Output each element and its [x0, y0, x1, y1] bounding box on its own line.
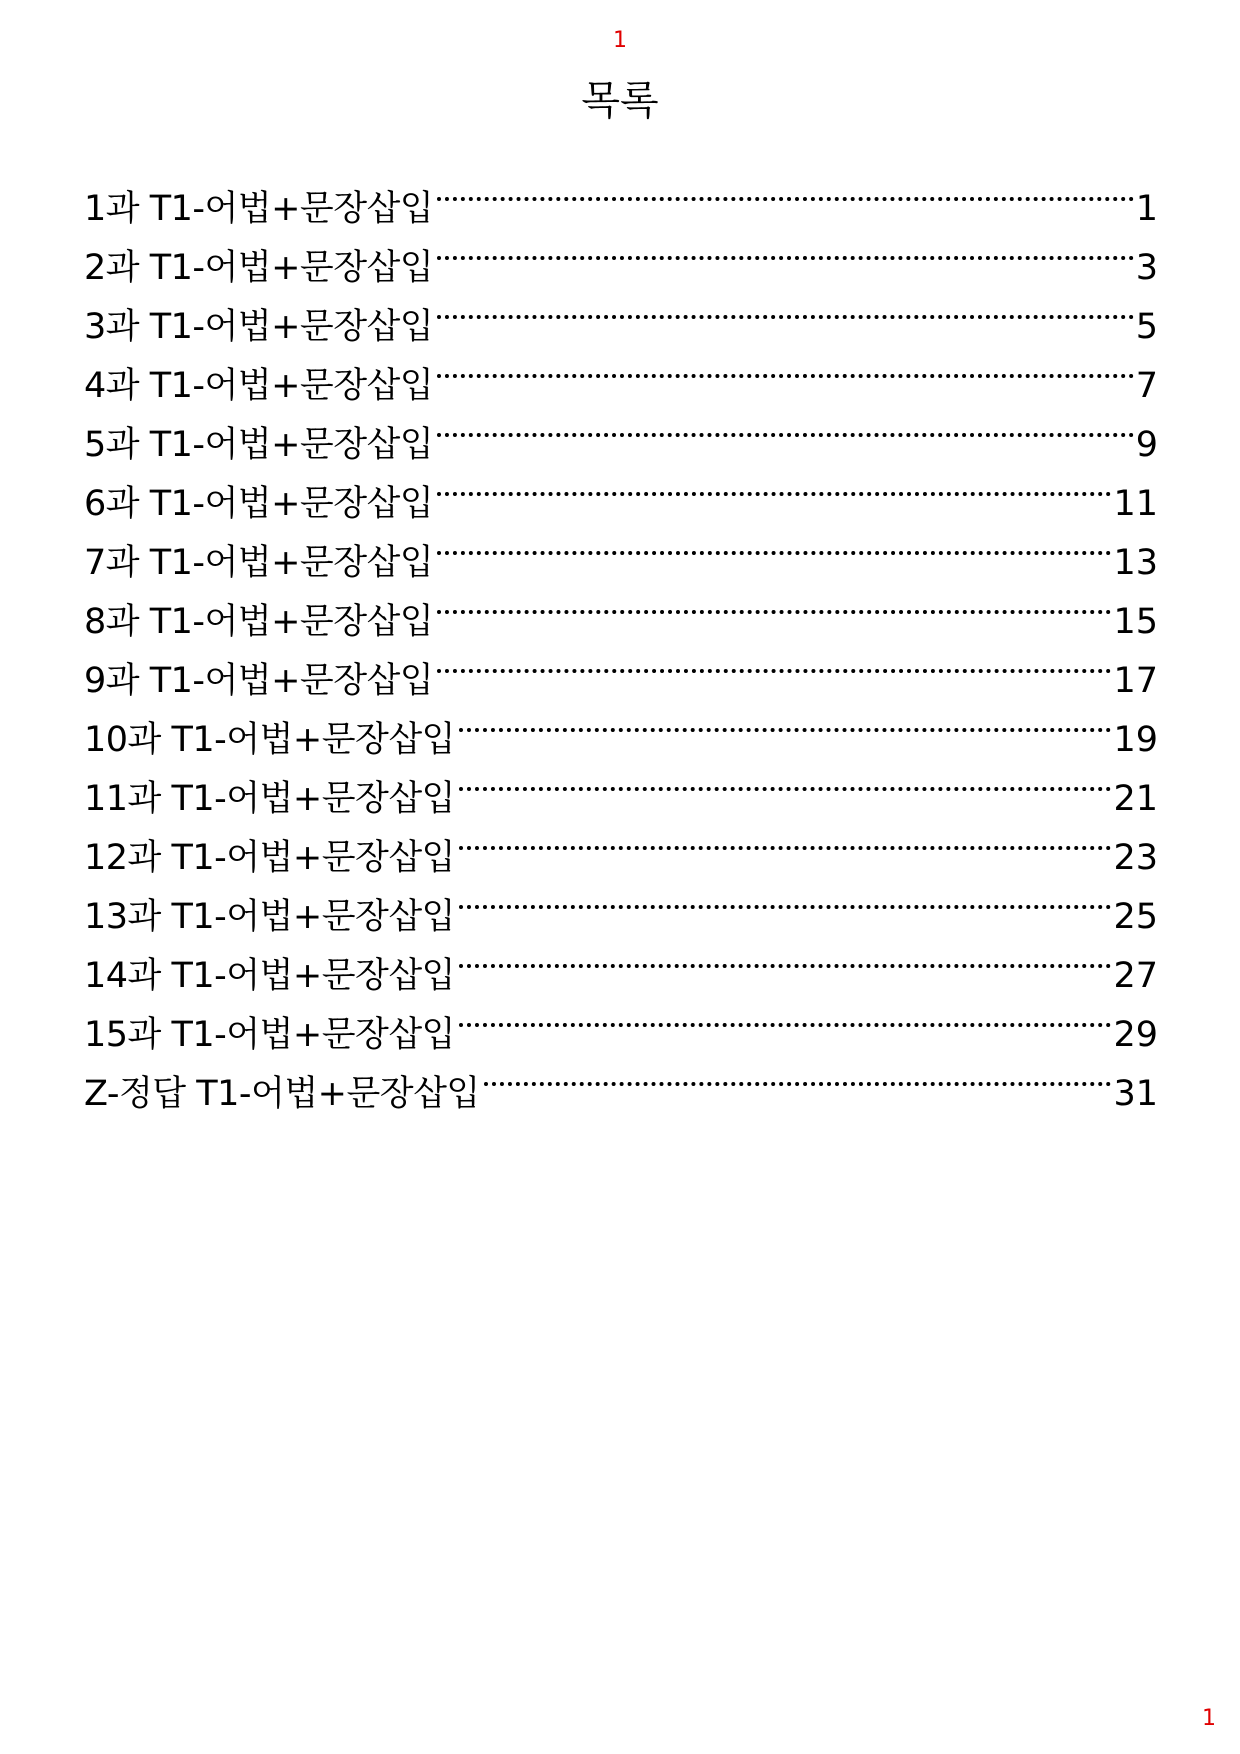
toc-entry-page: 1 — [1135, 189, 1158, 229]
toc-dot-leader — [437, 315, 1134, 319]
toc-dot-leader — [437, 256, 1134, 260]
toc-entry-label: 9과 T1-어법+문장삽입 — [84, 661, 434, 701]
toc-entry-label: 15과 T1-어법+문장삽입 — [84, 1015, 455, 1055]
toc-entry[interactable] — [84, 998, 1158, 1057]
toc-dot-leader — [437, 197, 1134, 201]
toc-dot-leader — [459, 905, 1112, 909]
toc-entry[interactable] — [84, 526, 1158, 585]
toc-entry[interactable] — [84, 231, 1158, 290]
toc-entry-label: 5과 T1-어법+문장삽입 — [84, 425, 434, 465]
toc-entry[interactable] — [84, 703, 1158, 762]
toc-dot-leader — [484, 1082, 1112, 1086]
toc-entry-label: 3과 T1-어법+문장삽입 — [84, 307, 434, 347]
toc-entry[interactable] — [84, 349, 1158, 408]
toc-entry-label: Z-정답 T1-어법+문장삽입 — [84, 1074, 480, 1114]
toc-entry-page: 17 — [1113, 661, 1158, 701]
toc-entry-page: 29 — [1113, 1015, 1158, 1055]
toc-dot-leader — [459, 846, 1112, 850]
toc-dot-leader — [437, 433, 1134, 437]
toc-entry-label: 7과 T1-어법+문장삽입 — [84, 543, 434, 583]
toc-entry[interactable] — [84, 762, 1158, 821]
toc-entry-label: 10과 T1-어법+문장삽입 — [84, 720, 455, 760]
toc-entry-page: 19 — [1113, 720, 1158, 760]
toc-dot-leader — [459, 964, 1112, 968]
toc-dot-leader — [459, 728, 1112, 732]
toc-entry[interactable] — [84, 821, 1158, 880]
page-number-top: 1 — [613, 28, 627, 53]
table-of-contents — [84, 172, 1158, 1116]
toc-dot-leader — [437, 492, 1111, 496]
toc-entry[interactable] — [84, 290, 1158, 349]
toc-entry[interactable] — [84, 408, 1158, 467]
page-number-bottom: 1 — [1202, 1706, 1216, 1731]
toc-entry[interactable] — [84, 585, 1158, 644]
toc-entry-label: 11과 T1-어법+문장삽입 — [84, 779, 455, 819]
toc-entry-label: 6과 T1-어법+문장삽입 — [84, 484, 434, 524]
toc-dot-leader — [437, 669, 1111, 673]
toc-dot-leader — [437, 610, 1111, 614]
toc-entry[interactable] — [84, 467, 1158, 526]
toc-entry-page: 27 — [1113, 956, 1158, 996]
toc-entry-page: 25 — [1113, 897, 1158, 937]
toc-entry[interactable] — [84, 939, 1158, 998]
toc-entry-page: 7 — [1135, 366, 1158, 406]
toc-entry-label: 12과 T1-어법+문장삽입 — [84, 838, 455, 878]
toc-entry-page: 9 — [1135, 425, 1158, 465]
toc-entry-page: 5 — [1135, 307, 1158, 347]
toc-entry-label: 14과 T1-어법+문장삽입 — [84, 956, 455, 996]
toc-entry-page: 31 — [1113, 1074, 1158, 1114]
toc-entry-page: 15 — [1113, 602, 1158, 642]
toc-entry-page: 3 — [1135, 248, 1158, 288]
toc-entry-page: 13 — [1113, 543, 1158, 583]
toc-entry[interactable] — [84, 172, 1158, 231]
toc-entry-label: 13과 T1-어법+문장삽입 — [84, 897, 455, 937]
toc-entry-page: 21 — [1113, 779, 1158, 819]
toc-entry-label: 1과 T1-어법+문장삽입 — [84, 189, 434, 229]
toc-entry[interactable] — [84, 644, 1158, 703]
toc-entry-page: 23 — [1113, 838, 1158, 878]
toc-dot-leader — [459, 787, 1112, 791]
toc-entry-label: 4과 T1-어법+문장삽입 — [84, 366, 434, 406]
toc-dot-leader — [437, 374, 1134, 378]
toc-dot-leader — [437, 551, 1111, 555]
toc-title: 목록 — [581, 78, 659, 124]
toc-entry[interactable] — [84, 880, 1158, 939]
toc-entry-label: 2과 T1-어법+문장삽입 — [84, 248, 434, 288]
toc-entry-page: 11 — [1113, 484, 1158, 524]
toc-entry[interactable] — [84, 1057, 1158, 1116]
toc-entry-label: 8과 T1-어법+문장삽입 — [84, 602, 434, 642]
toc-dot-leader — [459, 1023, 1112, 1027]
